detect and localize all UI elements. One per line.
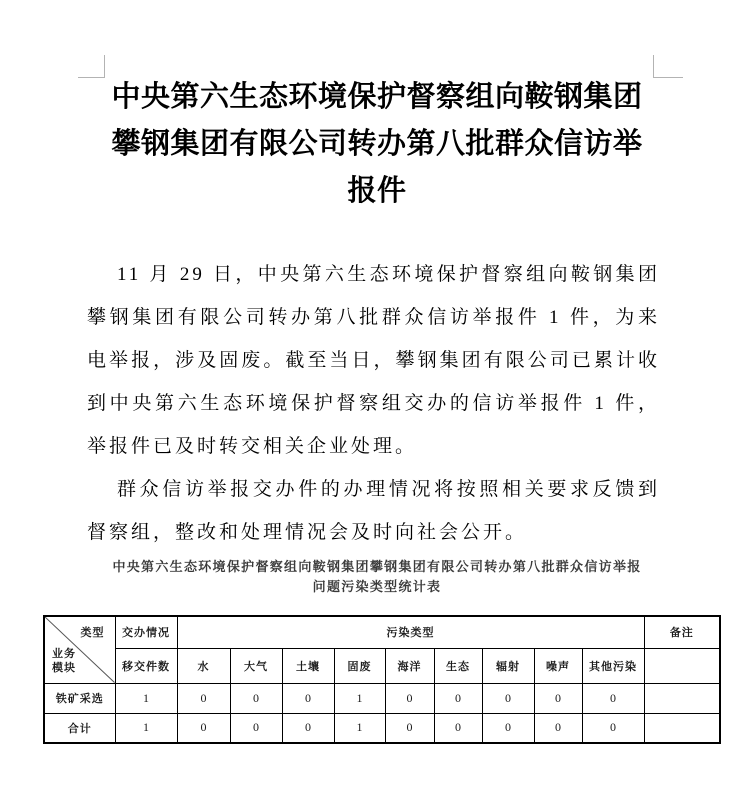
pollution-stats-table xyxy=(43,615,721,744)
column-header-ecology: 生态 xyxy=(434,648,482,683)
body-paragraph: 11 月 29 日，中央第六生态环境保护督察组向鞍钢集团攀钢集团有限公司转办第八批群众信访举报件 1 件，为来电举报，涉及固废。截至当日，攀钢集团有限公司已累计收到中央第六生态环境保护督察组交办的信访举报件 1 件，举报件已及时转交相关企业处理。 xyxy=(87,264,660,457)
value-cell: 0 xyxy=(177,713,230,743)
value-cell: 0 xyxy=(177,683,230,713)
table-caption: 中央第六生态环境保护督察组向鞍钢集团攀钢集团有限公司转办第八批群众信访举报问题污染类型统计表 xyxy=(112,559,642,594)
value-cell: 1 xyxy=(334,683,385,713)
value-cell: 0 xyxy=(434,683,482,713)
value-cell: 0 xyxy=(385,683,434,713)
pollution-group-header: 污染类型 xyxy=(177,616,644,648)
value-cell: 0 xyxy=(534,713,582,743)
row-label: 合计 xyxy=(44,713,115,743)
value-cell: 1 xyxy=(334,713,385,743)
corner-type-label: 类型 xyxy=(80,627,105,639)
body-paragraph: 群众信访举报交办件的办理情况将按照相关要求反馈到督察组，整改和处理情况会及时向社会公开。 xyxy=(87,479,660,543)
column-header-ocean: 海洋 xyxy=(385,648,434,683)
column-header-water: 水 xyxy=(177,648,230,683)
column-header-other: 其他污染 xyxy=(582,648,644,683)
value-cell: 0 xyxy=(582,713,644,743)
column-header-soil: 土壤 xyxy=(282,648,334,683)
value-cell: 0 xyxy=(482,683,534,713)
transfer-group-header: 交办情况 xyxy=(115,616,177,648)
table-row-total xyxy=(44,713,720,743)
value-cell: 1 xyxy=(115,713,177,743)
value-cell: 0 xyxy=(385,713,434,743)
document-title: 中央第六生态环境保护督察组向鞍钢集团攀钢集团有限公司转办第八批群众信访举报件 xyxy=(111,81,643,207)
stats-table-wrap xyxy=(43,615,721,744)
column-header-solid-waste: 固废 xyxy=(334,648,385,683)
value-cell: 0 xyxy=(482,713,534,743)
title-block xyxy=(0,74,754,215)
column-header-air: 大气 xyxy=(230,648,282,683)
remark-subheader-empty-cell xyxy=(644,648,720,683)
column-header-radiation: 辐射 xyxy=(482,648,534,683)
value-cell: 0 xyxy=(230,683,282,713)
value-cell: 1 xyxy=(115,683,177,713)
document-body xyxy=(87,253,660,554)
value-cell: 0 xyxy=(434,713,482,743)
column-header-noise: 噪声 xyxy=(534,648,582,683)
value-cell: 0 xyxy=(282,713,334,743)
table-caption-block xyxy=(0,557,754,597)
value-cell: 0 xyxy=(534,683,582,713)
table-row-iron-ore xyxy=(44,683,720,713)
remark-cell xyxy=(644,683,720,713)
row-label: 铁矿采选 xyxy=(44,683,115,713)
value-cell: 0 xyxy=(230,713,282,743)
corner-module-label: 业务模块 xyxy=(52,647,76,674)
value-cell: 0 xyxy=(582,683,644,713)
remark-header: 备注 xyxy=(644,616,720,648)
column-header-transfer-count: 移交件数 xyxy=(115,648,177,683)
value-cell: 0 xyxy=(282,683,334,713)
corner-header-cell xyxy=(44,616,115,683)
remark-cell xyxy=(644,713,720,743)
